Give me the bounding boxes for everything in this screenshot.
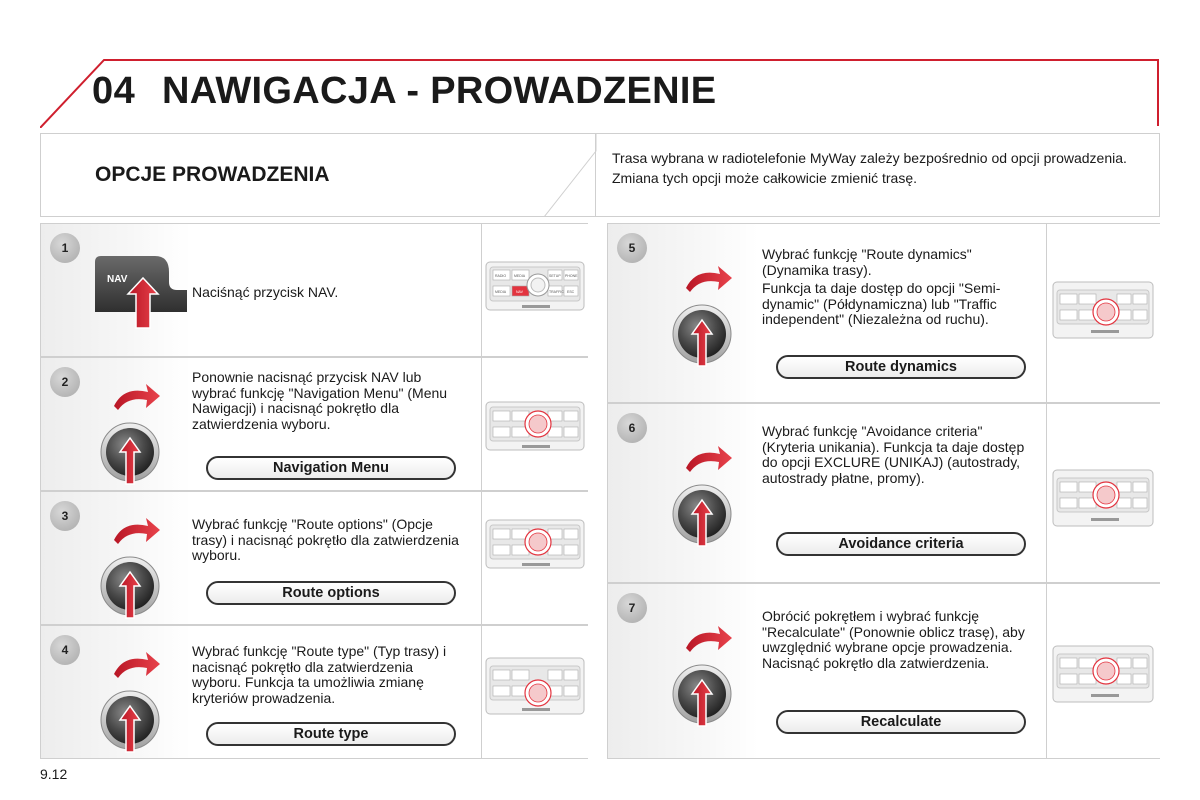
rotate-arrow-icon <box>686 626 732 652</box>
step-number-badge: 1 <box>50 233 80 263</box>
rotate-arrow-icon <box>686 446 732 472</box>
step-4-text: Wybrać funkcję "Route type" (Typ trasy) i nacisnąć pokrętło dla zatwierdzenia wyboru. Funkcja ta umożliwia zmianę kryteriów prowadzenia. <box>192 643 447 706</box>
step-1-panel <box>40 223 588 357</box>
step-7-panel <box>607 583 1160 759</box>
control-panel-image <box>1046 584 1160 758</box>
step-2-panel <box>40 357 588 491</box>
rotate-arrow-icon <box>114 518 160 544</box>
route-dynamics-button[interactable]: Route dynamics <box>776 355 1026 379</box>
section-title: OPCJE PROWADZENIA <box>95 163 330 186</box>
step-3-panel <box>40 491 588 625</box>
step-2-text: Ponownie nacisnąć przycisk NAV lub wybrać funkcję "Navigation Menu" (Menu Nawigacji) i nacisnąć pokrętło dla zatwierdzenia wyboru. <box>192 369 448 432</box>
step-number-badge: 5 <box>617 233 647 263</box>
recalculate-button[interactable]: Recalculate <box>776 710 1026 734</box>
intro-paragraph-1: Trasa wybrana w radiotelefonie MyWay zależy bezpośrednio od opcji prowadzenia. <box>612 150 1127 166</box>
route-type-button[interactable]: Route type <box>206 722 456 746</box>
step-7-text: Obrócić pokrętłem i wybrać funkcję "Recalculate" (Ponownie oblicz trasę), aby uwzględnić wybrane opcje prowadzenia. Nacisnąć pokrętło dla zatwierdzenia. <box>762 608 1025 671</box>
step-5-panel <box>607 223 1160 403</box>
control-panel-illustration <box>482 626 589 758</box>
svg-text:RADIO: RADIO <box>495 274 507 278</box>
rotary-knob-illustration <box>96 372 176 488</box>
route-options-button[interactable]: Route options <box>206 581 456 605</box>
step-number-badge: 3 <box>50 501 80 531</box>
intro-paragraph-2: Zmiana tych opcji może całkowicie zmienić trasę. <box>612 170 917 186</box>
intro-divider <box>538 133 598 217</box>
svg-text:MEDIA: MEDIA <box>495 290 507 294</box>
step-6-panel <box>607 403 1160 583</box>
control-panel-image <box>481 626 589 758</box>
step-number-badge: 7 <box>617 593 647 623</box>
rotary-knob-illustration <box>668 254 748 370</box>
svg-text:PHONE: PHONE <box>565 274 578 278</box>
step-number-badge: 6 <box>617 413 647 443</box>
control-panel-image <box>1046 224 1160 402</box>
page-title: NAWIGACJA - PROWADZENIE <box>162 70 717 112</box>
rotate-arrow-icon <box>686 266 732 292</box>
step-number-badge: 4 <box>50 635 80 665</box>
svg-text:NAV: NAV <box>516 290 523 294</box>
step-4-panel <box>40 625 588 759</box>
nav-label: NAV <box>107 274 128 285</box>
svg-text:MEDIA: MEDIA <box>514 274 526 278</box>
svg-text:SETUP: SETUP <box>549 274 561 278</box>
control-panel-illustration <box>1047 584 1160 758</box>
control-panel-illustration <box>482 358 589 490</box>
step-number-badge: 2 <box>50 367 80 397</box>
step-5-paragraph-2: Funkcja ta daje dostęp do opcji "Semi-dynamic" (Półdynamiczna) lub "Traffic independent" (Niezależna od ruchu). <box>762 280 1001 327</box>
control-panel-illustration <box>1047 224 1160 402</box>
rotary-knob-illustration <box>96 640 176 756</box>
page-number: 9.12 <box>40 766 68 782</box>
control-panel-illustration <box>482 492 589 624</box>
navigation-menu-button[interactable]: Navigation Menu <box>206 456 456 480</box>
rotary-knob-illustration <box>668 434 748 550</box>
control-panel-image <box>481 358 589 490</box>
step-5-paragraph-1: Wybrać funkcję "Route dynamics" (Dynamika trasy). <box>762 246 972 278</box>
avoidance-criteria-button[interactable]: Avoidance criteria <box>776 532 1026 556</box>
step-3-text: Wybrać funkcję "Route options" (Opcje trasy) i nacisnąć pokrętło dla zatwierdzenia wyboru. <box>192 516 459 563</box>
intro-text <box>612 150 1142 190</box>
control-panel-image <box>1046 404 1160 582</box>
rotary-knob-illustration <box>96 506 176 622</box>
control-panel-image <box>481 224 589 356</box>
rotary-knob-illustration <box>668 614 748 730</box>
svg-text:ESC: ESC <box>567 290 575 294</box>
control-panel-illustration <box>1047 404 1160 582</box>
nav-button-illustration <box>91 254 191 334</box>
step-5-text <box>762 247 1034 331</box>
step-6-text: Wybrać funkcję "Avoidance criteria" (Kryteria unikania). Funkcja ta daje dostęp do opcji EXCLURE (UNIKAJ) (autostrady, autostrady płatne, promy). <box>762 423 1025 486</box>
step-1-text: Naciśnąć przycisk NAV. <box>192 284 339 300</box>
rotate-arrow-icon <box>114 652 160 678</box>
svg-text:TRAFFIC: TRAFFIC <box>549 290 564 294</box>
control-panel-illustration <box>482 224 589 356</box>
chapter-number: 04 <box>92 70 136 112</box>
rotate-arrow-icon <box>114 384 160 410</box>
control-panel-image <box>481 492 589 624</box>
